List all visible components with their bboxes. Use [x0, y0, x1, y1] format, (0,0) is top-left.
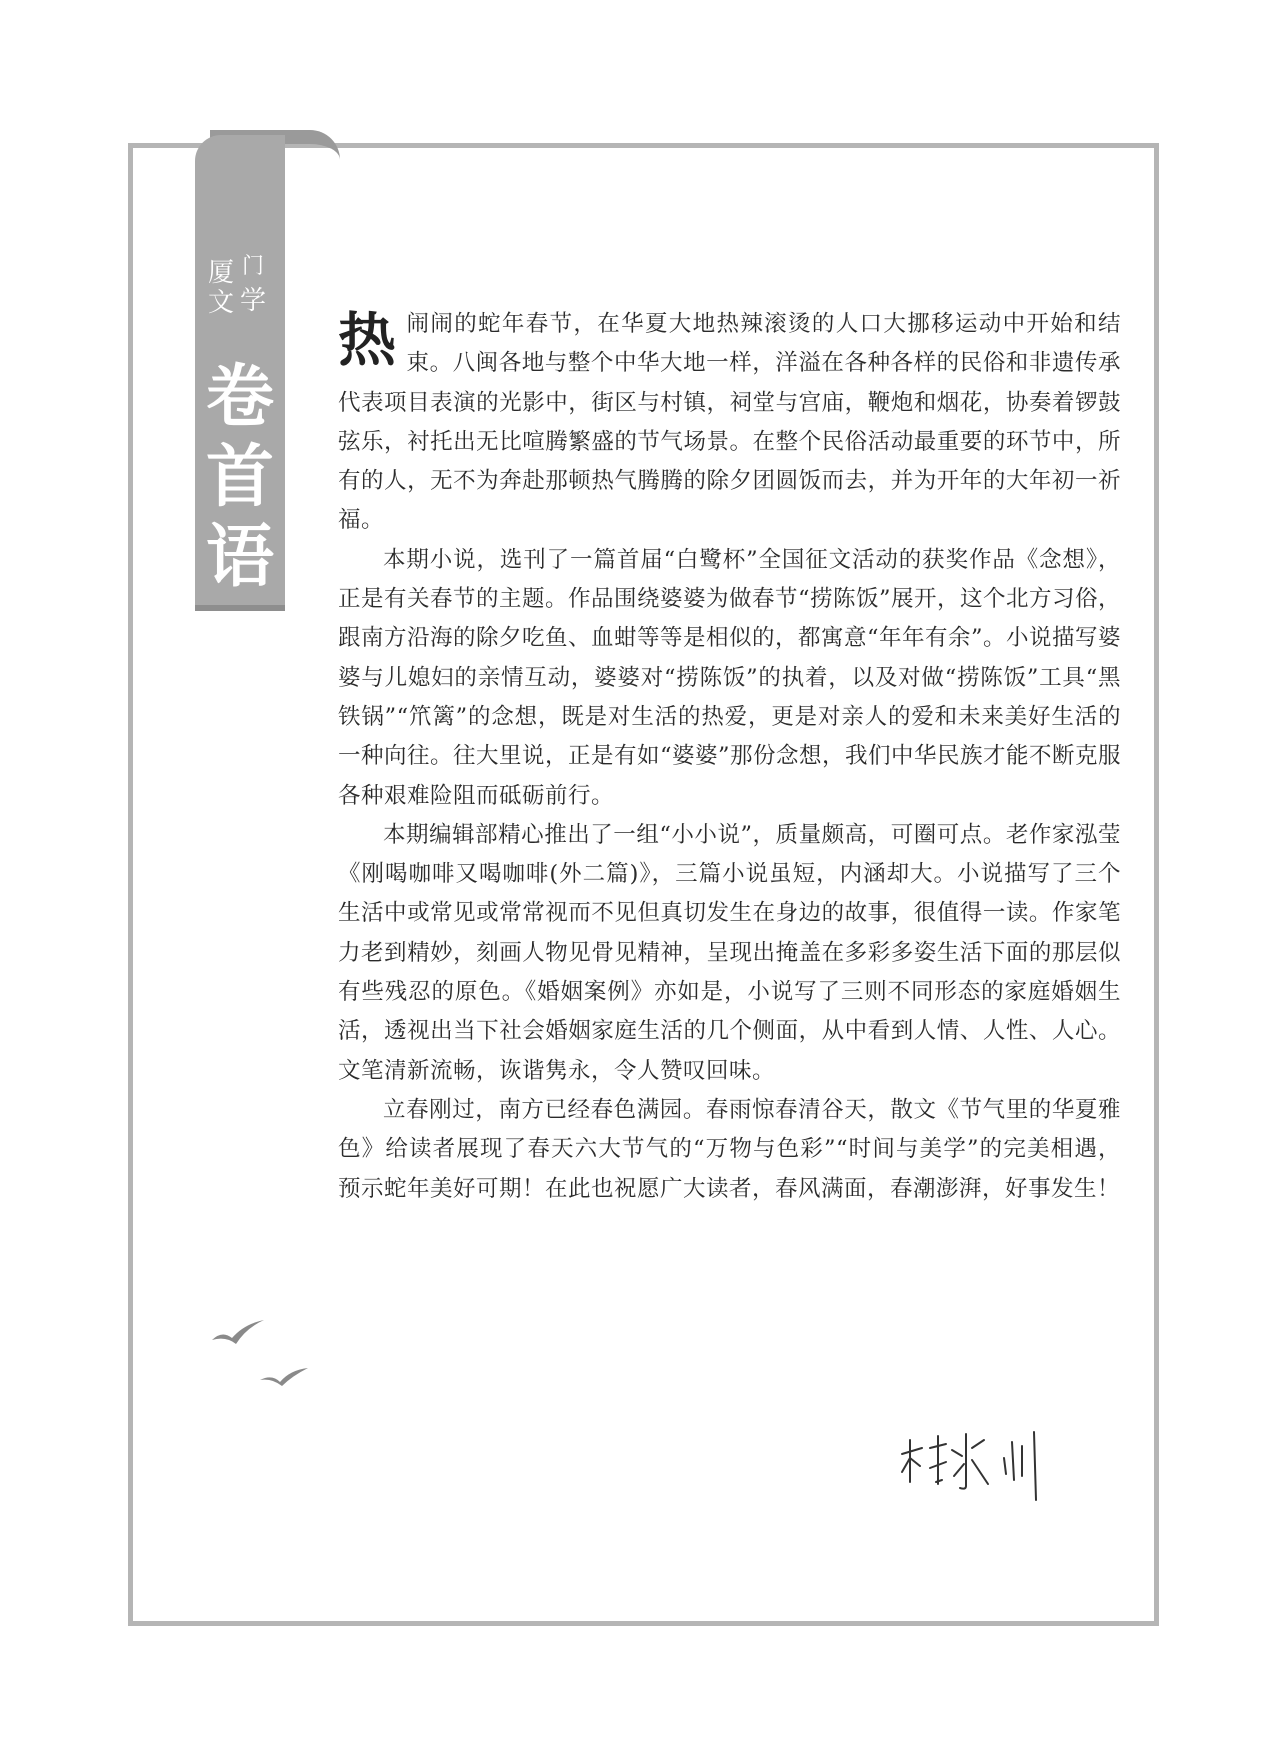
logo-char: 门 — [242, 254, 265, 279]
journal-logo — [208, 254, 274, 324]
logo-char: 学 — [240, 286, 267, 316]
logo-char: 厦 — [208, 258, 235, 288]
signature — [900, 1418, 1070, 1508]
drop-cap: 热 — [338, 306, 397, 374]
paragraph-text: 闹闹的蛇年春节，在华夏大地热辣滚烫的人口大挪移运动中开始和结束。八闽各地与整个中华大地一样，洋溢在各种各样的民俗和非遗传承代表项目表演的光影中，街区与村镇，祠堂与宫庙，鞭炮和烟花，协奏着锣鼓弦乐，衬托出无比喧腾繁盛的节气场景。在整个民俗活动最重要的环节中，所有的人，无不为奔赴那顿热气腾腾的除夕团圆饭而去，并为开年的大年初一祈福。 — [338, 311, 1121, 534]
title-char: 语 — [205, 518, 274, 597]
title-char: 首 — [205, 438, 274, 517]
logo-char: 文 — [208, 288, 235, 318]
title-char: 卷 — [205, 358, 274, 437]
paragraph — [338, 305, 1121, 541]
paragraph: 本期编辑部精心推出了一组“小小说”，质量颇高，可圈可点。老作家泓莹《刚喝咖啡又喝咖啡(外二篇)》，三篇小说虽短，内涵却大。小说描写了三个生活中或常见或常常视而不见但真切发生在身边的故事，很值得一读。作家笔力老到精妙，刻画人物见骨见精神，呈现出掩盖在多彩多姿生活下面的那层似有些残忍的原色。《婚姻案例》亦如是，小说写了三则不同形态的家庭婚姻生活，透视出当下社会婚姻家庭生活的几个侧面，从中看到人情、人性、人心。文笔清新流畅，诙谐隽永，令人赞叹回味。 — [338, 821, 1121, 1084]
paragraph: 立春刚过，南方已经春色满园。春雨惊春清谷天，散文《节气里的华夏雅色》给读者展现了春天六大节气的“万物与色彩”“时间与美学”的完美相遇，预示蛇年美好可期！在此也祝愿广大读者，春风满面，春潮澎湃，好事发生！ — [338, 1096, 1121, 1202]
article-body — [338, 305, 1121, 1209]
section-title — [195, 358, 285, 598]
title-underline — [195, 605, 285, 611]
seagull-icon — [210, 1318, 266, 1348]
paragraph: 本期小说，选刊了一篇首届“白鹭杯”全国征文活动的获奖作品《念想》，正是有关春节的主题。作品围绕婆婆为做春节“捞陈饭”展开，这个北方习俗，跟南方沿海的除夕吃鱼、血蚶等等是相似的，都寓意“年年有余”。小说描写婆婆与儿媳妇的亲情互动，婆婆对“捞陈饭”的执着，以及对做“捞陈饭”工具“黑铁锅”“笊篱”的念想，既是对生活的热爱，更是对亲人的爱和未来美好生活的一种向往。往大里说，正是有如“婆婆”那份念想，我们中华民族才能不断克服各种艰难险阻而砥砺前行。 — [338, 546, 1122, 809]
seagull-icon — [258, 1366, 310, 1388]
